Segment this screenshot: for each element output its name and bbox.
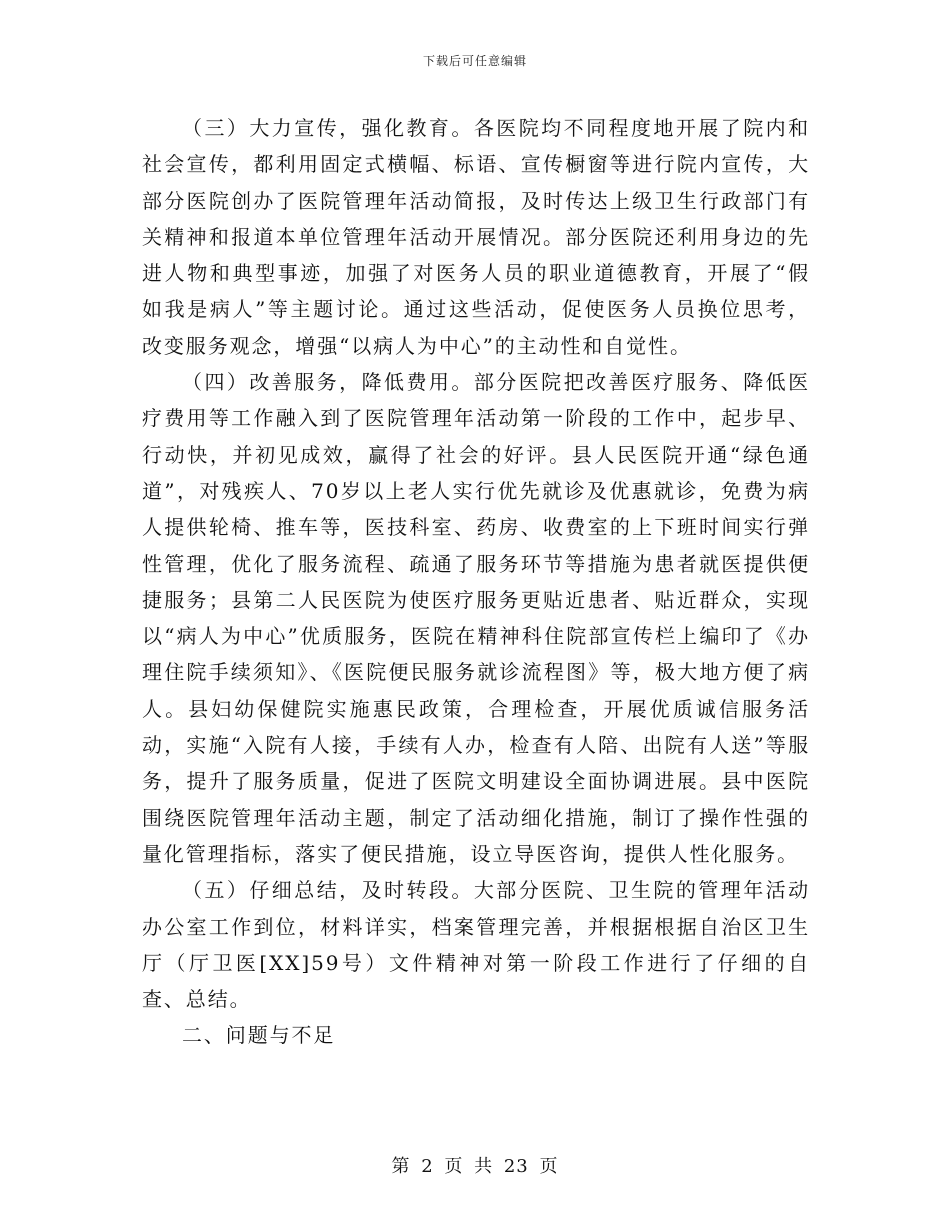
page-header-note: 下载后可任意编辑 [422,54,527,68]
paragraph-publicity-education: （三）大力宣传，强化教育。各医院均不同程度地开展了院内和社会宣传，都利用固定式横幅、标语、宣传橱窗等进行院内宣传，大部分医院创办了医院管理年活动简报，及时传达上级卫生行政部门有关精神和报道本单位管理年活动开展情况。部分医院还利用身边的先进人物和典型事迹，加强了对医务人员的职业道德教育，开展了“假如我是病人”等主题讨论。通过这些活动，促使医务人员换位思考，改变服务观念，增强“以病人为中心”的主动性和自觉性。 [142,116,810,358]
paragraph-improve-service: （四）改善服务，降低费用。部分医院把改善医疗服务、降低医疗费用等工作融入到了医院管理年活动第一阶段的工作中，起步早、行动快，并初见成效，赢得了社会的好评。县人民医院开通“绿色通道”，对残疾人、70岁以上老人实行优先就诊及优惠就诊，免费为病人提供轮椅、推车等，医技科室、药房、收费室的上下班时间实行弹性管理，优化了服务流程、疏通了服务环节等措施为患者就医提供便捷服务；县第二人民医院为使医疗服务更贴近患者、贴近群众，实现以“病人为中心”优质服务，医院在精神科住院部宣传栏上编印了《办理住院手续须知》、《医院便民服务就诊流程图》等，极大地方便了病人。县妇幼保健院实施惠民政策，合理检查，开展优质诚信服务活动，实施“入院有人接，手续有人办，检查有人陪、出院有人送”等服务，提升了服务质量，促进了医院文明建设全面协调进展。县中医院围绕医院管理年活动主题，制定了活动细化措施，制订了操作性强的量化管理指标，落实了便民措施，设立导医咨询，提供人性化服务。 [142,370,810,866]
document-body [142,110,810,1054]
paragraph-summary-transition: （五）仔细总结，及时转段。大部分医院、卫生院的管理年活动办公室工作到位，材料详实，档案管理完善，并根据根据自治区卫生厅（厅卫医[XX]59号）文件精神对第一阶段工作进行了仔细的自查、总结。 [142,878,810,1012]
section-heading-problems: 二、问题与不足 [182,1023,336,1048]
page-number-footer: 第 2 页 共 23 页 [391,1156,559,1177]
